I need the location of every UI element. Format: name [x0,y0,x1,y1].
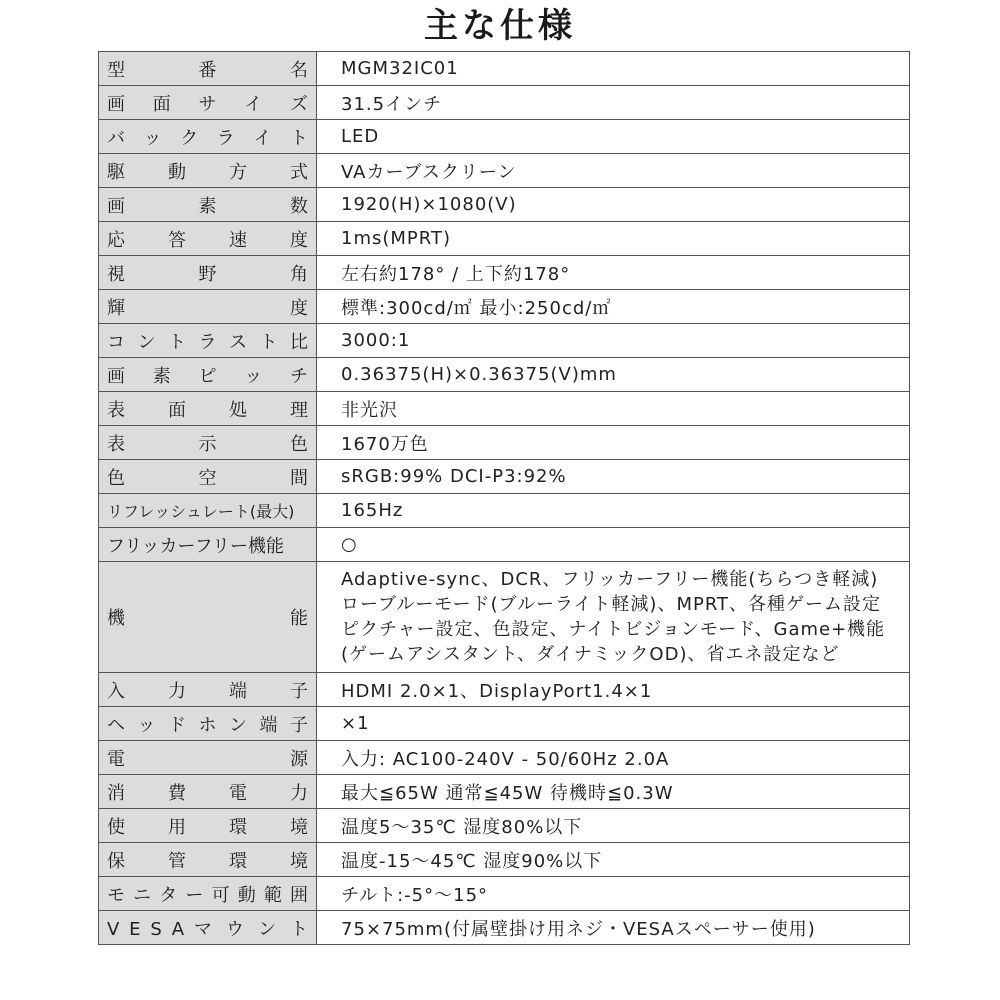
spec-row-headphone [99,707,910,741]
spec-row-screen-size [99,86,910,120]
spec-row-storage-env [99,843,910,877]
spec-row-color-space [99,460,910,494]
spec-label: V E S A マ ウ ン ト [99,911,317,945]
spec-label: ヘ ッ ド ホ ン 端 子 [99,707,317,741]
spec-label: 使 用 環 境 [99,809,317,843]
spec-value: 入力: AC100-240V - 50/60Hz 2.0A [317,741,910,775]
spec-row-backlight [99,120,910,154]
spec-row-refresh-rate [99,494,910,528]
spec-row-response-time [99,222,910,256]
spec-label: モ ニ タ ー 可 動 範 囲 [99,877,317,911]
spec-row-resolution [99,188,910,222]
spec-label: 色 空 間 [99,460,317,494]
spec-label: 輝 度 [99,290,317,324]
spec-value: 165Hz [317,494,910,528]
feature-line: ピクチャー設定、色設定、ナイトビジョンモード、Game+機能 [341,619,886,640]
spec-row-tilt-range [99,877,910,911]
spec-value: 0.36375(H)×0.36375(V)mm [317,358,910,392]
spec-value: 温度5〜35℃ 湿度80%以下 [317,809,910,843]
spec-table [98,51,910,945]
spec-row-brightness [99,290,910,324]
spec-value: ○ [317,528,910,562]
feature-line: ローブルーモード(ブルーライト軽減)、MPRT、各種ゲーム設定 [341,594,882,615]
page-title: 主な仕様 [424,6,576,46]
spec-row-surface [99,392,910,426]
spec-row-panel-type [99,154,910,188]
spec-value [317,562,910,673]
spec-row-contrast [99,324,910,358]
spec-value: 1920(H)×1080(V) [317,188,910,222]
spec-row-display-colors [99,426,910,460]
spec-row-operating-env [99,809,910,843]
spec-value: チルト:-5°〜15° [317,877,910,911]
spec-label: コ ン ト ラ ス ト 比 [99,324,317,358]
spec-value: 標準:300cd/㎡ 最小:250cd/㎡ [317,290,910,324]
spec-row-viewing-angle [99,256,910,290]
spec-value: 非光沢 [317,392,910,426]
spec-row-power [99,741,910,775]
spec-row-flicker-free [99,528,910,562]
spec-label: 応 答 速 度 [99,222,317,256]
spec-row-power-consumption [99,775,910,809]
spec-row-vesa-mount [99,911,910,945]
spec-label: 画 素 ピ ッ チ [99,358,317,392]
spec-value: 最大≦65W 通常≦45W 待機時≦0.3W [317,775,910,809]
spec-value: HDMI 2.0×1、DisplayPort1.4×1 [317,673,910,707]
spec-label: 機 能 [99,562,317,673]
feature-line: Adaptive-sync、DCR、フリッカーフリー機能(ちらつき軽減) [341,569,879,590]
spec-label: 画 面 サ イ ズ [99,86,317,120]
spec-label: 型 番 名 [99,52,317,86]
spec-row-pixel-pitch [99,358,910,392]
spec-label: リフレッシュレート(最大) [99,494,317,528]
spec-value: 左右約178° / 上下約178° [317,256,910,290]
spec-label: 表 面 処 理 [99,392,317,426]
spec-value: 75×75mm(付属壁掛け用ネジ・VESAスペーサー使用) [317,911,910,945]
spec-label: 入 力 端 子 [99,673,317,707]
spec-value: MGM32IC01 [317,52,910,86]
spec-row-input-ports [99,673,910,707]
spec-value: 3000:1 [317,324,910,358]
spec-label: 画 素 数 [99,188,317,222]
spec-label: 保 管 環 境 [99,843,317,877]
spec-value: 31.5インチ [317,86,910,120]
spec-value: LED [317,120,910,154]
feature-line: (ゲームアシスタント、ダイナミックOD)、省エネ設定など [341,644,840,665]
spec-label: バ ッ ク ラ イ ト [99,120,317,154]
spec-value: 1ms(MPRT) [317,222,910,256]
spec-value: VAカーブスクリーン [317,154,910,188]
spec-value: sRGB:99% DCI-P3:92% [317,460,910,494]
spec-label: 電 源 [99,741,317,775]
spec-label: 表 示 色 [99,426,317,460]
spec-value: 温度-15〜45℃ 湿度90%以下 [317,843,910,877]
spec-value: 1670万色 [317,426,910,460]
spec-value: ×1 [317,707,910,741]
spec-row-model [99,52,910,86]
spec-label: 消 費 電 力 [99,775,317,809]
spec-label: 駆 動 方 式 [99,154,317,188]
spec-row-features [99,562,910,673]
spec-label: 視 野 角 [99,256,317,290]
spec-label: フリッカーフリー機能 [99,528,317,562]
